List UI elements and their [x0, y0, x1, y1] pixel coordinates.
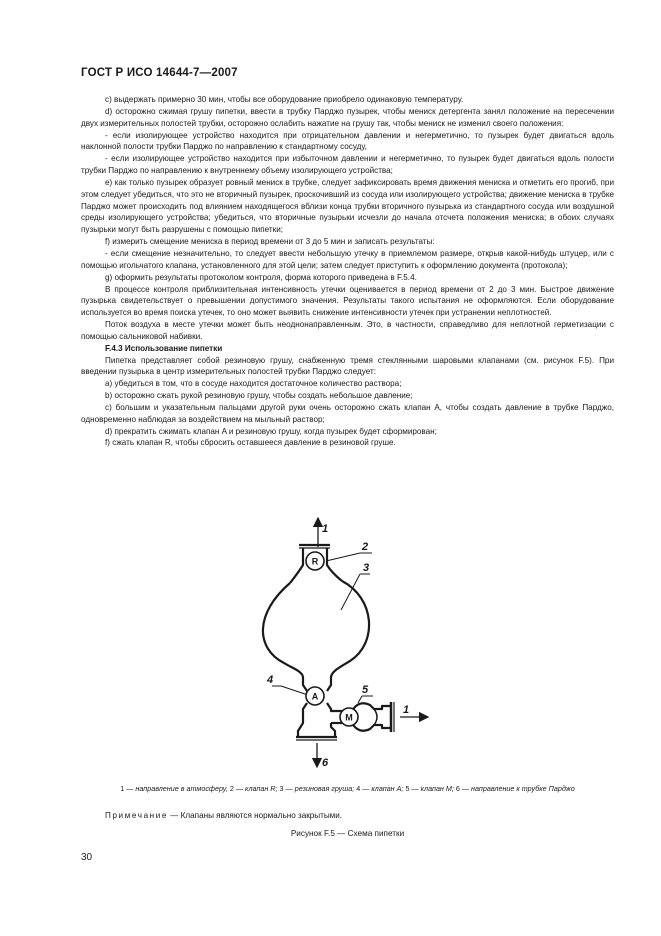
legend-num: 4 [356, 784, 361, 793]
section-subhead: F.4.3 Использование пипетки [105, 343, 223, 353]
paragraph: g) оформить результаты протоколом контроля, форма которого приведена в F.5.4. [105, 272, 417, 282]
paragraph: d) осторожно сжимая грушу пипетки, ввести в трубку Парджо пузырек, чтобы мениск детергента занял положение на пересечении двух измерительных полостей трубки, осторожно ослабить нажатие на грушу так, чтобы мениск не изменил своего положения: [81, 106, 614, 128]
paragraph: d) прекратить сжимать клапан A и резиновую грушу, когда пузырек будет сформирован; [105, 426, 437, 436]
paragraph: a) убедиться в том, что в сосуде находится достаточное количество раствора; [105, 379, 402, 389]
note-label: Примечание [105, 811, 169, 820]
label-3: 3 [363, 562, 370, 574]
legend-text: — клапан A; [360, 784, 406, 793]
paragraph: - если изолирующее устройство находится при избыточном давлении и негерметично, то пузырек будет двигаться вдоль полости трубки Парджо по направлению к внутреннему объему изолирующего устройства; [81, 154, 614, 176]
valve-m-label: M [345, 712, 353, 723]
figure-title: Рисунок F.5 — Схема пипетки [290, 829, 405, 838]
legend-text: — клапан R; [233, 784, 280, 793]
legend-num: 5 [405, 784, 410, 793]
label-6: 6 [322, 757, 329, 769]
document-header: ГОСТ Р ИСО 14644-7—2007 [81, 67, 238, 79]
page-number: 30 [81, 852, 93, 863]
label-2: 2 [362, 541, 369, 553]
label-1-right: 1 [403, 704, 410, 716]
legend-num: 6 [455, 784, 460, 793]
pipette-diagram [250, 513, 450, 773]
label-4: 4 [267, 674, 274, 686]
pipette-svg [250, 513, 450, 773]
paragraph: c) выдержать примерно 30 мин, чтобы все оборудование приобрело одинаковую температуру. [105, 95, 464, 104]
label-1-top: 1 [322, 523, 329, 535]
legend-num: 1 [120, 784, 125, 793]
legend-text: — клапан M; [409, 784, 456, 793]
legend-text: — резиновая груша; [283, 784, 357, 793]
paragraph: В процессе контроля приблизительная интенсивность утечки оценивается в период времени от 2 до 3 мин. Быстрое движение пузырька свидетельствует о превышении допустимого значения. Результаты такого испытания не оформляются. Если оборудование используется во время поиска утечек, то оно может выявить снижение интенсивности утечек при устранении неплотностей. [81, 284, 614, 318]
paragraph: b) осторожно сжать рукой резиновую грушу, чтобы создать небольшое давление; [105, 391, 413, 401]
legend-num: 2 [229, 784, 234, 793]
figure-legend [81, 783, 614, 794]
paragraph: - если изолирующее устройство находится при отрицательном давлении и негерметично, то пузырек будет двигаться вдоль наклонной полости трубки Парджо по направлению к стандартному сосуду, [81, 130, 614, 152]
legend-text: — направление к трубке Парджо [459, 784, 575, 793]
paragraph: f) сжать клапан R, чтобы сбросить оставшееся давление в резиновой груше. [105, 438, 396, 448]
paragraph: Пипетка представляет собой резиновую грушу, снабженную тремя стеклянными шаровыми клапанами (см. рисунок F.5). При введении пузырька в центр измерительных полостей трубки Парджо следует: [81, 355, 614, 377]
body-text [81, 94, 614, 449]
paragraph: f) измерить смещение мениска в период времени от 3 до 5 мин и записать результаты: [105, 237, 435, 247]
valve-a-label: A [311, 691, 319, 702]
valve-r-label: R [311, 556, 319, 567]
paragraph: - если смещение незначительно, то следует ввести небольшую утечку в приемлемом размере, открыв какой-нибудь штуцер, или с помощью игольчатого клапана, установленного для этой цели; затем следует приступить к оформлению документа (протокола); [81, 248, 614, 270]
label-5: 5 [362, 684, 369, 696]
legend-num: 3 [279, 784, 284, 793]
paragraph: c) большим и указательным пальцами другой руки очень осторожно сжать клапан A, чтобы создать давление в трубке Парджо, одновременно наблюдая за воздействием на мыльный раствор; [81, 402, 614, 424]
paragraph: Поток воздуха в месте утечки может быть неоднонаправленным. Это, в частности, справедливо для неплотной герметизации с помощью сальниковой набивки. [81, 320, 614, 341]
figure-note [105, 811, 605, 820]
legend-text: — направление в атмосферу, [124, 784, 230, 793]
paragraph: e) как только пузырек образует ровный мениск в трубке, следует зафиксировать время движения мениска и отметить его прогиб, при этом следует убедиться, что это не вторичный пузырек, проскочивший из сосуда или изолирующего устройства; движение мениска в трубке Парджо может происходить под влиянием находящегося вблизи конца трубки вторичного пузырька из стандартного сосуда или воздушной среды изолирующего устройства; убедиться, что вторичные пузырьки исчезли до начала отсчета положения мениска; в обоих случаях пузырьки могут быть разрушены с помощью пипетки; [81, 177, 614, 235]
note-text: — Клапаны являются нормально закрытыми. [168, 811, 343, 820]
